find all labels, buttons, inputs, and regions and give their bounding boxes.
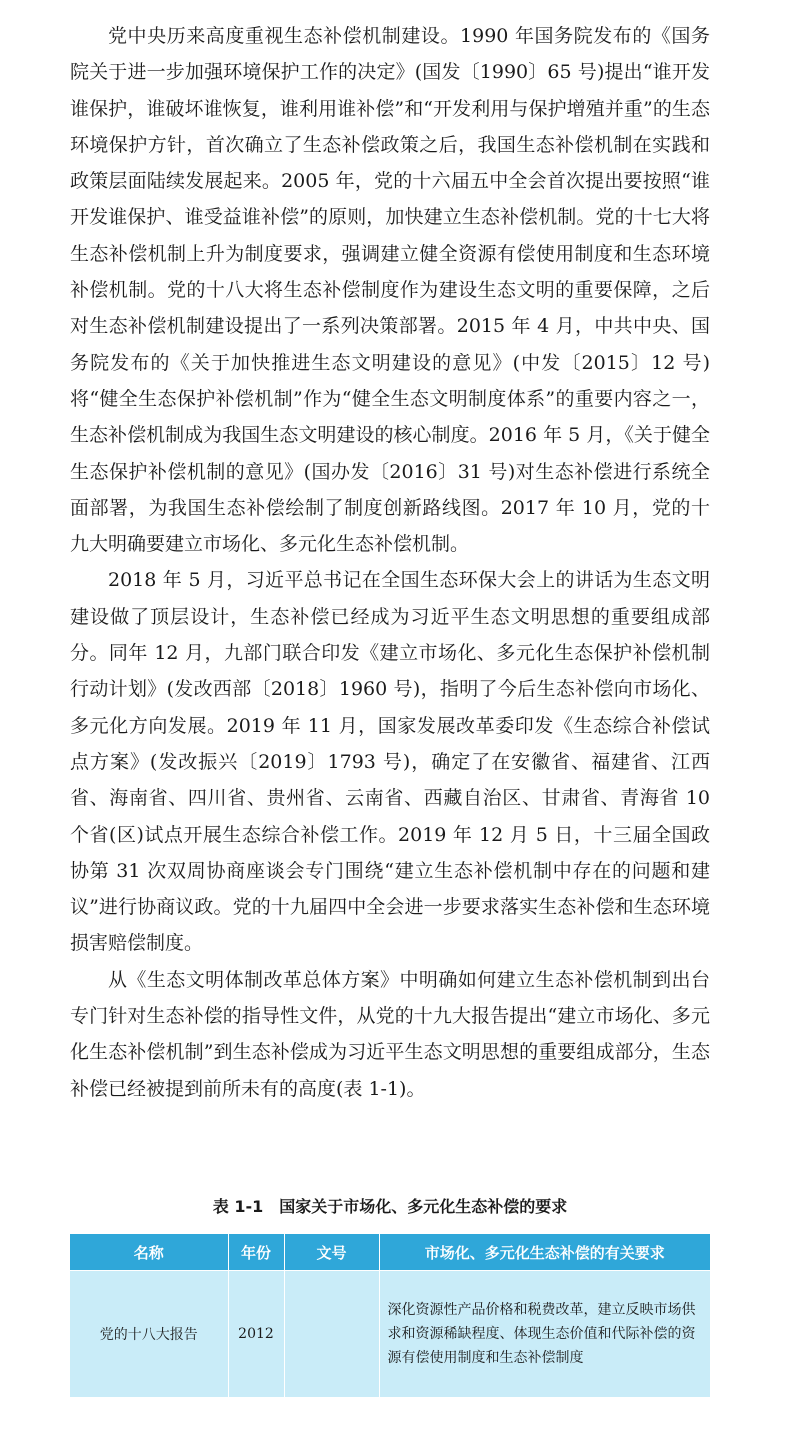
header-year: 年份 <box>228 1234 284 1271</box>
header-doc-no: 文号 <box>284 1234 379 1271</box>
table-row <box>70 1271 710 1398</box>
requirements-table <box>70 1234 710 1397</box>
paragraph-2: 2018 年 5 月，习近平总书记在全国生态环保大会上的讲话为生态文明建设做了顶层设计，生态补偿已经成为习近平生态文明思想的重要组成部分。同年 12 月，九部门联合印发《建立市场化、多元化生态保护补偿机制行动计划》(发改西部〔2018〕1960 号)，指明了今后生态补偿向市场化、多元化方向发展。2019 年 11 月，国家发展改革委印发《生态综合补偿试点方案》(发改振兴〔2019〕1793 号)，确定了在安徽省、福建省、江西省、海南省、四川省、贵州省、云南省、西藏自治区、甘肃省、青海省 10 个省(区)试点开展生态综合补偿工作。2019 年 12 月 5 日，十三届全国政协第 31 次双周协商座谈会专门围绕“建立生态补偿机制中存在的问题和建议”进行协商议政。党的十九届四中全会进一步要求落实生态补偿和生态环境损害赔偿制度。 <box>70 569 710 955</box>
body-text <box>70 18 710 1107</box>
paragraph-3: 从《生态文明体制改革总体方案》中明确如何建立生态补偿机制到出台专门针对生态补偿的指导性文件，从党的十九大报告提出“建立市场化、多元化生态补偿机制”到生态补偿成为习近平生态文明思想的重要组成部分，生态补偿已经被提到前所未有的高度(表 1-1)。 <box>70 968 710 1100</box>
table-caption: 表 1-1 国家关于市场化、多元化生态补偿的要求 <box>212 1197 568 1216</box>
paragraph-1: 党中央历来高度重视生态补偿机制建设。1990 年国务院发布的《国务院关于进一步加强环境保护工作的决定》(国发〔1990〕65 号)提出“谁开发谁保护，谁破坏谁恢复，谁利用谁补偿”和“开发利用与保护增殖并重”的生态环境保护方针，首次确立了生态补偿政策之后，我国生态补偿机制在实践和政策层面陆续发展起来。2005 年，党的十六届五中全会首次提出要按照“谁开发谁保护、谁受益谁补偿”的原则，加快建立生态补偿机制。党的十七大将生态补偿机制上升为制度要求，强调建立健全资源有偿使用制度和生态环境补偿机制。党的十八大将生态补偿制度作为建设生态文明的重要保障，之后对生态补偿机制建设提出了一系列决策部署。2015 年 4 月，中共中央、国务院发布的《关于加快推进生态文明建设的意见》(中发〔2015〕12 号)将“健全生态保护补偿机制”作为“健全生态文明制度体系”的重要内容之一，生态补偿机制成为我国生态文明建设的核心制度。2016 年 5 月，《关于健全生态保护补偿机制的意见》(国办发〔2016〕31 号)对生态补偿进行系统全面部署，为我国生态补偿绘制了制度创新路线图。2017 年 10 月，党的十九大明确要建立市场化、多元化生态补偿机制。 <box>70 25 710 556</box>
cell-requirement: 深化资源性产品价格和税费改革，建立反映市场供求和资源稀缺程度、体现生态价值和代际补偿的资源有偿使用制度和生态补偿制度 <box>379 1271 710 1398</box>
header-requirement: 市场化、多元化生态补偿的有关要求 <box>379 1234 710 1271</box>
cell-year: 2012 <box>228 1271 284 1398</box>
header-name: 名称 <box>70 1234 228 1271</box>
table-header-row <box>70 1234 710 1271</box>
cell-doc-no <box>284 1271 379 1398</box>
cell-name: 党的十八大报告 <box>70 1271 228 1398</box>
